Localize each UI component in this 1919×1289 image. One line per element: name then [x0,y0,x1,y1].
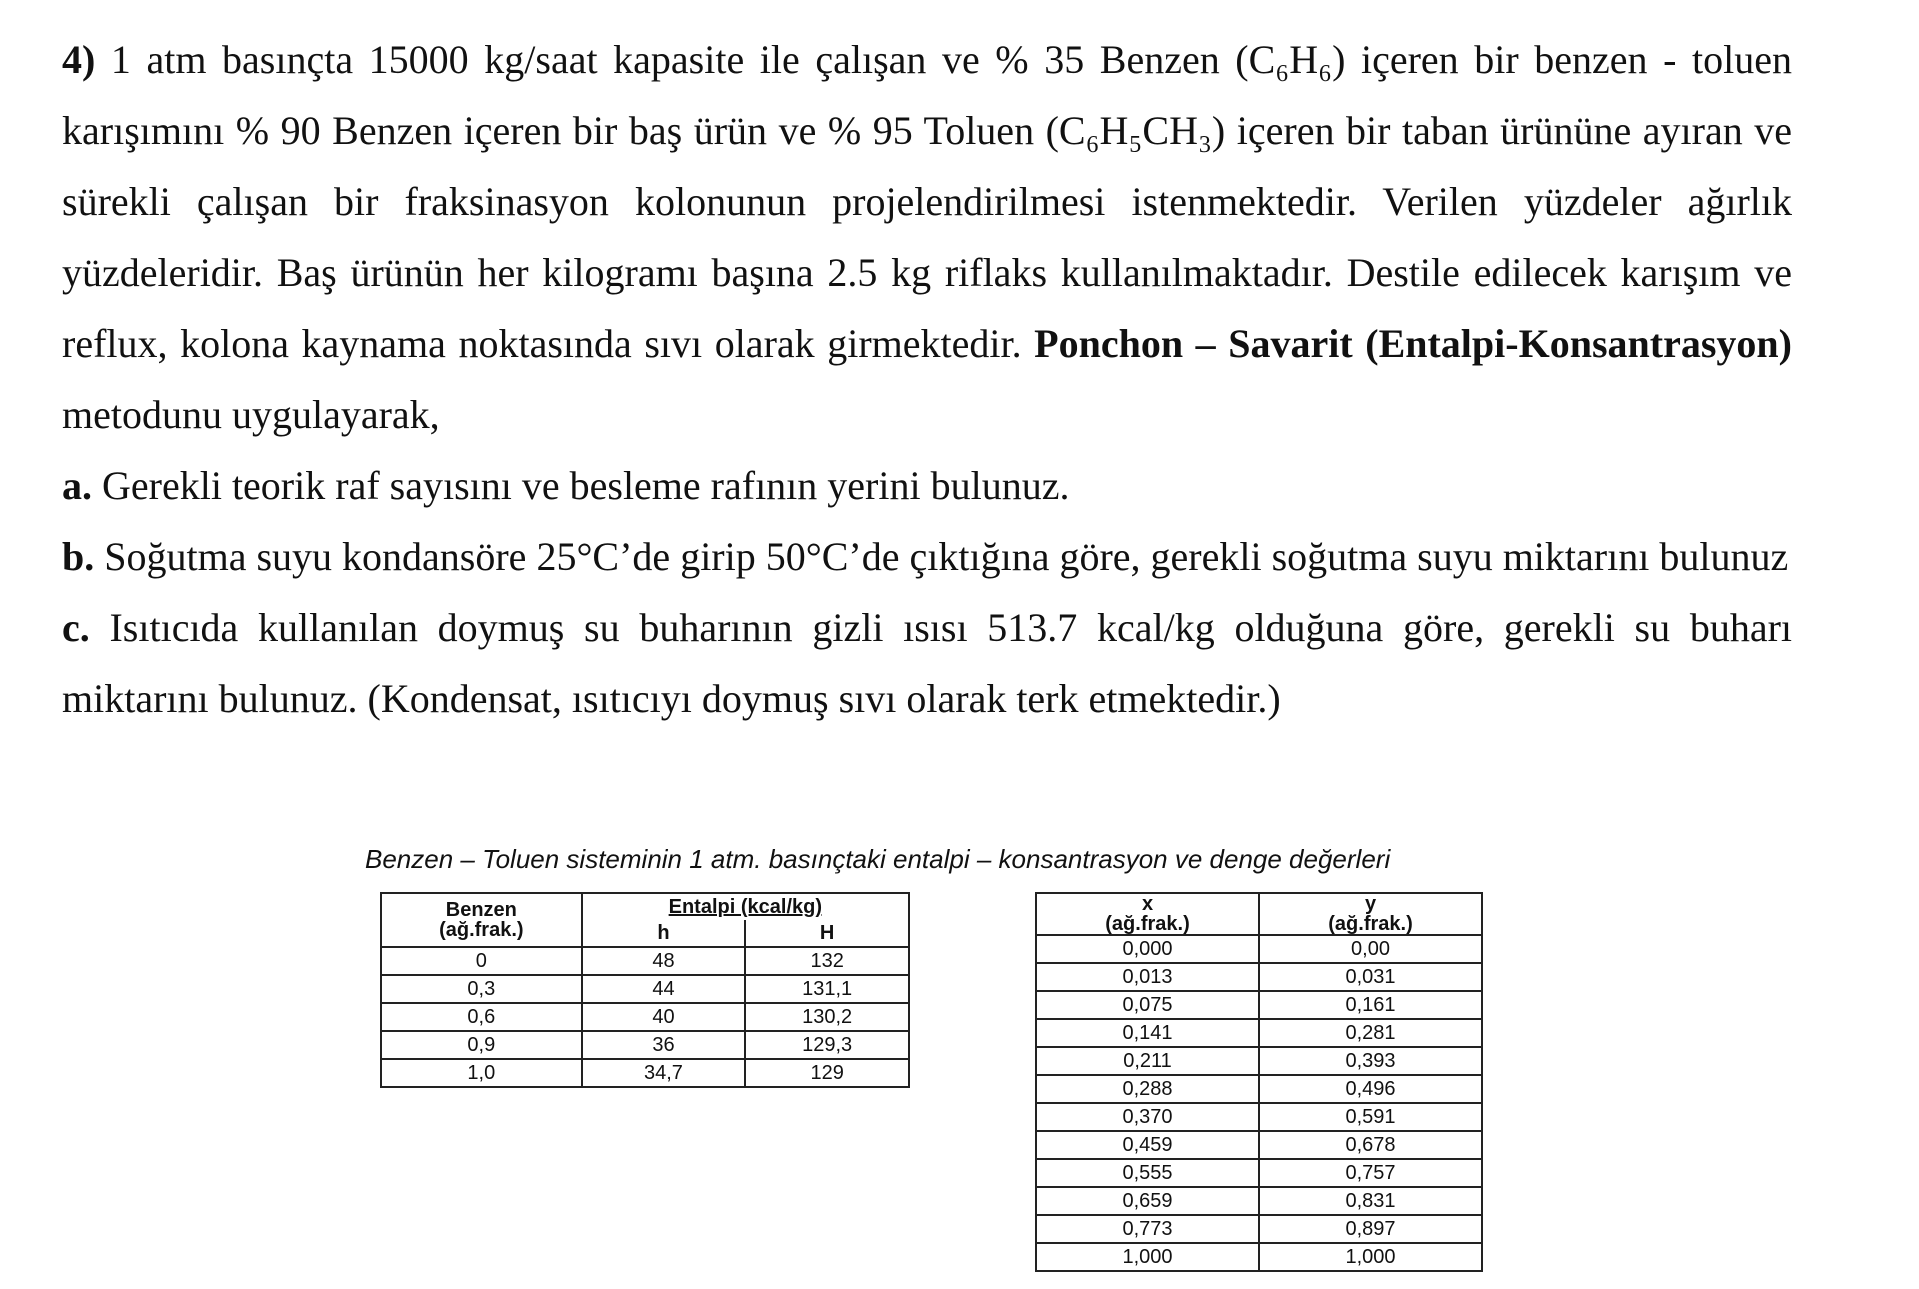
y-header-line1: y [1364,893,1377,915]
cell: 0,659 [1036,1187,1259,1215]
question-c-text: Isıtıcıda kullanılan doymuş su buharının gizli ısısı 513.7 kcal/kg olduğuna göre, gerekli su buharı miktarını bulunuz. (Kondensat, ısıtıcıyı doymuş sıvı olarak terk etmektedir.) [62,605,1792,721]
table-row [381,1031,909,1059]
question-c-label: c. [62,605,90,650]
cell: 0,897 [1259,1215,1482,1243]
x-header-line2: (ağ.frak.) [1105,913,1190,935]
cell: 36 [582,1031,746,1059]
cell: 0,555 [1036,1159,1259,1187]
cell: 0,9 [381,1031,582,1059]
cell: 0,496 [1259,1075,1482,1103]
question-a-label: a. [62,463,92,508]
table-row [1036,1075,1482,1103]
cell: 0,288 [1036,1075,1259,1103]
intro-text-2: metodunu uygulayarak, [62,392,440,437]
cell: 1,000 [1036,1243,1259,1271]
cell: 0,591 [1259,1103,1482,1131]
table-row [381,1059,909,1087]
cell: 0,00 [1259,935,1482,963]
table-row [1036,963,1482,991]
cell: 0,678 [1259,1131,1482,1159]
cell: 0,075 [1036,991,1259,1019]
table-row [1036,935,1482,963]
table-row [1036,1019,1482,1047]
question-b-text: Soğutma suyu kondansöre 25°C’de girip 50°C’de çıktığına göre, gerekli soğutma suyu miktarını bulunuz [94,534,1789,579]
cell: 1,0 [381,1059,582,1087]
cell: 129,3 [745,1031,909,1059]
method-name: Ponchon – Savarit (Entalpi-Konsantrasyon) [1034,321,1792,366]
cell: 0,031 [1259,963,1482,991]
cell: 129 [745,1059,909,1087]
table-row [381,975,909,1003]
H-header: H [745,920,909,947]
cell: 0,831 [1259,1187,1482,1215]
cell: 0,393 [1259,1047,1482,1075]
question-a [62,450,1792,521]
table-row [1036,1131,1482,1159]
table-row [381,1003,909,1031]
table-row [1036,991,1482,1019]
table-row [1036,1103,1482,1131]
question-b [62,521,1792,592]
cell: 0,773 [1036,1215,1259,1243]
cell: 1,000 [1259,1243,1482,1271]
enthalpy-table [380,892,910,1088]
table-caption: Benzen – Toluen sisteminin 1 atm. basınçtaki entalpi – konsantrasyon ve denge değerleri [365,844,1391,874]
h-header: h [582,920,746,947]
y-header [1259,893,1482,935]
benzene-header [381,893,582,947]
benzene-header-line1: Benzen [445,899,517,921]
table-row [1036,1047,1482,1075]
benzene-header-line2: (ağ.frak.) [439,919,524,941]
cell: 0,757 [1259,1159,1482,1187]
x-header [1036,893,1259,935]
table-row [1036,1215,1482,1243]
cell: 132 [745,947,909,975]
cell: 0 [381,947,582,975]
cell: 0,281 [1259,1019,1482,1047]
cell: 130,2 [745,1003,909,1031]
cell: 0,459 [1036,1131,1259,1159]
question-c [62,592,1792,734]
question-a-text: Gerekli teorik raf sayısını ve besleme rafının yerini bulunuz. [92,463,1070,508]
cell: 0,013 [1036,963,1259,991]
y-header-line2: (ağ.frak.) [1328,913,1413,935]
table-row [381,947,909,975]
x-header-line1: x [1141,893,1154,915]
cell: 131,1 [745,975,909,1003]
cell: 0,161 [1259,991,1482,1019]
table-row [1036,1187,1482,1215]
question-b-label: b. [62,534,95,579]
problem-intro [62,24,1792,450]
cell: 34,7 [582,1059,746,1087]
cell: 0,6 [381,1003,582,1031]
cell: 0,3 [381,975,582,1003]
table-row [1036,1159,1482,1187]
cell: 0,141 [1036,1019,1259,1047]
intro-text-1: 1 atm basınçta 15000 kg/saat kapasite ile çalışan ve % 35 Benzen (C₆H₆) içeren bir benzen - toluen karışımını % 90 Benzen içeren bir baş ürün ve % 95 Toluen (C₆H₅CH₃) içeren bir taban ürününe ayıran ve sürekli çalışan bir fraksinasyon kolonunun projelendirilmesi istenmektedir. Verilen yüzdeler ağırlık yüzdeleridir. Baş ürünün her kilogramı başına 2.5 kg riflaks kullanılmaktadır. Destile edilecek karışım ve reflux, kolona kaynama noktasında sıvı olarak girmektedir. [62,37,1792,366]
cell: 0,211 [1036,1047,1259,1075]
table-row [1036,1243,1482,1271]
cell: 0,000 [1036,935,1259,963]
cell: 48 [582,947,746,975]
enthalpy-group-header: Entalpi (kcal/kg) [582,893,909,920]
problem-text [62,24,1792,734]
cell: 40 [582,1003,746,1031]
problem-number: 4) [62,37,96,82]
equilibrium-table [1035,892,1483,1272]
cell: 0,370 [1036,1103,1259,1131]
cell: 44 [582,975,746,1003]
